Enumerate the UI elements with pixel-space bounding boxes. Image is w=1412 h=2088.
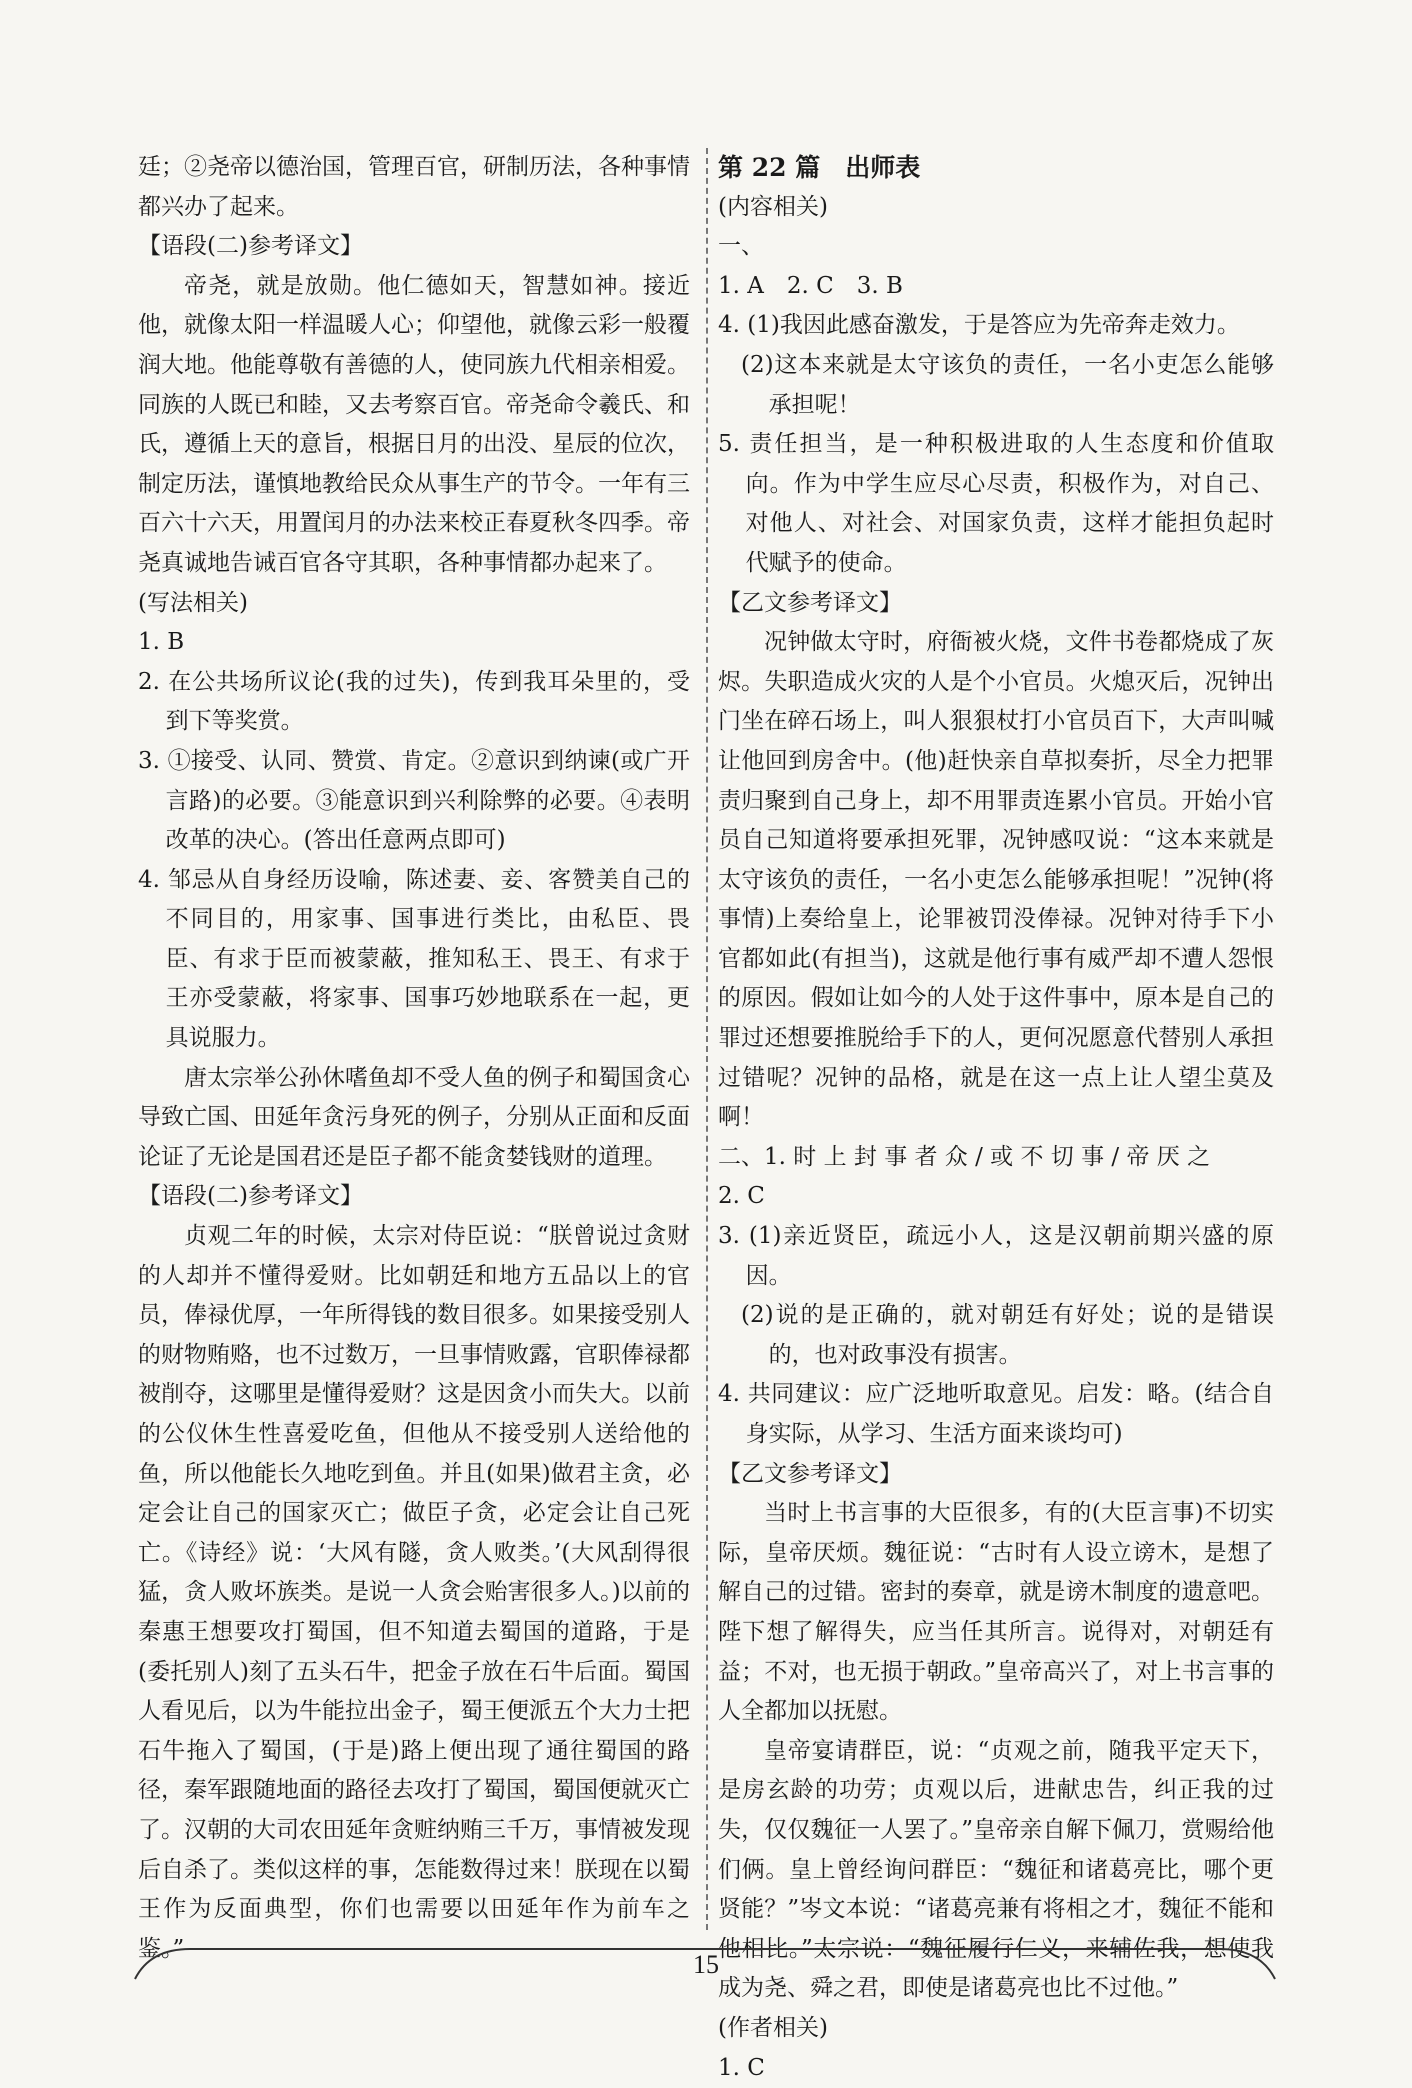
answer-item: (2)说的是正确的，就对朝廷有好处；说的是错误的，也对政事没有损害。 bbox=[718, 1296, 1274, 1375]
left-column bbox=[138, 148, 690, 1969]
translation-paragraph: 皇帝宴请群臣，说：“贞观之前，随我平定天下，是房玄龄的功劳；贞观以后，进献忠告，纠正我的过失，仅仅魏征一人罢了。”皇帝亲自解下佩刀，赏赐给他们俩。皇上曾经询问群臣：“魏征和诸葛亮比，哪个更贤能？”岑文本说：“诸葛亮兼有将相之才，魏征不能和他相比。”太宗说：“魏征履行仁义，来辅佐我，想使我成为尧、舜之君，即使是诸葛亮也比不过他。” bbox=[718, 1732, 1274, 2009]
section-heading: (内容相关) bbox=[718, 188, 1274, 228]
answer-item: 二、1. 时 上 封 事 者 众 / 或 不 切 事 / 帝 厌 之 bbox=[718, 1138, 1274, 1178]
right-column bbox=[718, 148, 1274, 2088]
answer-item: 5. 责任担当，是一种积极进取的人生态度和价值取向。作为中学生应尽心尽责，积极作为，对自己、对他人、对社会、对国家负责，这样才能担负起时代赋予的使命。 bbox=[718, 425, 1274, 583]
translation-paragraph: 贞观二年的时候，太宗对侍臣说：“朕曾说过贪财的人却并不懂得爱财。比如朝廷和地方五品以上的官员，俸禄优厚，一年所得钱的数目很多。如果接受别人的财物贿赂，也不过数万，一旦事情败露，官职俸禄都被削夺，这哪里是懂得爱财？这是因贪小而失大。以前的公仪休生性喜爱吃鱼，但他从不接受别人送给他的鱼，所以他能长久地吃到鱼。并且(如果)做君主贪，必定会让自己的国家灭亡；做臣子贪，必定会让自己死亡。《诗经》说：‘大风有隧，贪人败类。’(大风刮得很猛，贪人败坏族类。是说一人贪会贻害很多人。)以前的秦惠王想要攻打蜀国，但不知道去蜀国的道路，于是(委托别人)刻了五头石牛，把金子放在石牛后面。蜀国人看见后，以为牛能拉出金子，蜀王便派五个大力士把石牛拖入了蜀国，(于是)路上便出现了通往蜀国的路径，秦军跟随地面的路径去攻打了蜀国，蜀国便就灭亡了。汉朝的大司农田延年贪赃纳贿三千万，事情被发现后自杀了。类似这样的事，怎能数得过来！朕现在以蜀王作为反面典型，你们也需要以田延年作为前车之鉴。” bbox=[138, 1217, 690, 1969]
translation-paragraph: 帝尧，就是放勋。他仁德如天，智慧如神。接近他，就像太阳一样温暖人心；仰望他，就像云彩一般覆润大地。他能尊敬有善德的人，使同族九代相亲相爱。同族的人既已和睦，又去考察百官。帝尧命令羲氏、和氏，遵循上天的意旨，根据日月的出没、星辰的位次，制定历法，谨慎地教给民众从事生产的节令。一年有三百六十六天，用置闰月的办法来校正春夏秋冬四季。帝尧真诚地告诫百官各守其职，各种事情都办起来了。 bbox=[138, 267, 690, 584]
section-heading: 【乙文参考译文】 bbox=[718, 584, 1274, 624]
translation-paragraph: 况钟做太守时，府衙被火烧，文件书卷都烧成了灰烬。失职造成火灾的人是个小官员。火熄灭后，况钟出门坐在碎石场上，叫人狠狠杖打小官员百下，大声叫喊让他回到房舍中。(他)赶快亲自草拟奏折，尽全力把罪责归聚到自己身上，却不用罪责连累小官员。开始小官员自己知道将要承担死罪，况钟感叹说：“这本来就是太守该负的责任，一名小吏怎么能够承担呢！”况钟(将事情)上奏给皇上，论罪被罚没俸禄。况钟对待手下小官都如此(有担当)，这就是他行事有威严却不遭人怨恨的原因。假如让如今的人处于这件事中，原本是自己的罪过还想要推脱给手下的人，更何况愿意代替别人承担过错呢？况钟的品格，就是在这一点上让人望尘莫及啊！ bbox=[718, 623, 1274, 1138]
page-number: 15 bbox=[0, 1950, 1412, 1980]
answer-item: 1. A 2. C 3. B bbox=[718, 267, 1274, 307]
answer-item: 3. (1)亲近贤臣，疏远小人，这是汉朝前期兴盛的原因。 bbox=[718, 1217, 1274, 1296]
answer-item: 一、 bbox=[718, 227, 1274, 267]
answer-item: 2. C bbox=[718, 1177, 1274, 1217]
answer-item: 2. 在公共场所议论(我的过失)，传到我耳朵里的，受到下等奖赏。 bbox=[138, 663, 690, 742]
section-heading: 【语段(二)参考译文】 bbox=[138, 1177, 690, 1217]
answer-paragraph: 唐太宗举公孙休嗜鱼却不受人鱼的例子和蜀国贪心导致亡国、田延年贪污身死的例子，分别从正面和反面论证了无论是国君还是臣子都不能贪婪钱财的道理。 bbox=[138, 1059, 690, 1178]
column-divider bbox=[706, 148, 708, 1930]
left-paragraph: 廷；②尧帝以德治国，管理百官，研制历法，各种事情都兴办了起来。 bbox=[138, 148, 690, 227]
translation-paragraph: 当时上书言事的大臣很多，有的(大臣言事)不切实际，皇帝厌烦。魏征说：“古时有人设立谤木，是想了解自己的过错。密封的奏章，就是谤木制度的遗意吧。陛下想了解得失，应当任其所言。说得对，对朝廷有益；不对，也无损于朝政。”皇帝高兴了，对上书言事的人全都加以抚慰。 bbox=[718, 1494, 1274, 1732]
answer-item: (2)这本来就是太守该负的责任，一名小吏怎么能够承担呢！ bbox=[718, 346, 1274, 425]
answer-item: 4. 共同建议：应广泛地听取意见。启发：略。(结合自身实际，从学习、生活方面来谈均可) bbox=[718, 1375, 1274, 1454]
section-heading: 【乙文参考译文】 bbox=[718, 1455, 1274, 1495]
chapter-title: 第 22 篇 出师表 bbox=[718, 148, 1274, 188]
answer-item: 3. ①接受、认同、赞赏、肯定。②意识到纳谏(或广开言路)的必要。③能意识到兴利除弊的必要。④表明改革的决心。(答出任意两点即可) bbox=[138, 742, 690, 861]
section-heading: (作者相关) bbox=[718, 2009, 1274, 2049]
section-heading: (写法相关) bbox=[138, 584, 690, 624]
answer-item: 1. B bbox=[138, 623, 690, 663]
answer-item: 4. 邹忌从自身经历设喻，陈述妻、妾、客赞美自己的不同目的，用家事、国事进行类比，由私臣、畏臣、有求于臣而被蒙蔽，推知私王、畏王、有求于王亦受蒙蔽，将家事、国事巧妙地联系在一起，更具说服力。 bbox=[138, 861, 690, 1059]
section-heading: 【语段(二)参考译文】 bbox=[138, 227, 690, 267]
answer-item: 1. C bbox=[718, 2049, 1274, 2088]
answer-item: 4. (1)我因此感奋激发，于是答应为先帝奔走效力。 bbox=[718, 306, 1274, 346]
